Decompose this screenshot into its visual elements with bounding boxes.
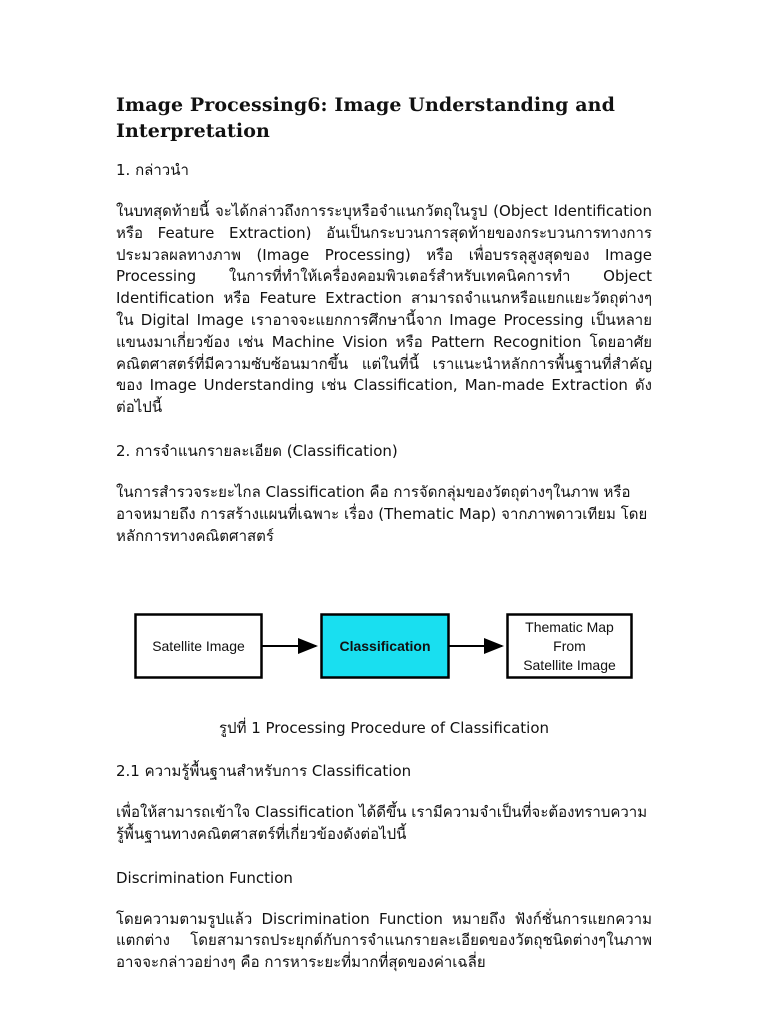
classification-label: Classification [339, 638, 431, 654]
figure-caption: รูปที่ 1 Processing Procedure of Classification [218, 719, 550, 737]
classification-procedure-diagram [134, 612, 634, 682]
section-2-heading: 2. การจำแนกรายละเอียด (Classification) [116, 441, 398, 460]
section-2-paragraph: ในการสำรวจระยะไกล Classification คือ การจัดกลุ่มของวัตถุต่างๆในภาพ หรืออาจหมายถึง การสร้างแผนที่เฉพาะ เรื่อง (Thematic Map) จากภาพดาวเทียม โดยหลักการทางคณิตศาสตร์ [116, 482, 648, 545]
document-page-lower [116, 717, 652, 974]
thematic-map-label-line2: From [553, 638, 586, 654]
document-page [116, 92, 652, 547]
thematic-map-label-line1: Thematic Map [525, 619, 614, 635]
section-2-1-paragraph: เพื่อให้สามารถเข้าใจ Classification ได้ดีขึ้น เรามีความจำเป็นที่จะต้องทราบความรู้พื้นฐานทางคณิตศาสตร์ที่เกี่ยวข้องดังต่อไปนี้ [116, 803, 648, 843]
section-1-paragraph: ในบทสุดท้ายนี้ จะได้กล่าวถึงการระบุหรือจำแนกวัตถุในรูป (Object Identification หรือ Feature Extraction) อันเป็นกระบวนการสุดท้ายของกระบวนการทางการประมวลผลทางภาพ (Image Processing) หรือ เพื่อบรรลุสูงสุดของ Image Processing ในการที่ทำให้เครื่องคอมพิวเตอร์สำหรับเทคนิคการทำ Object Identification หรือ Feature Extraction สามารถจำแนกหรือแยกแยะวัตถุต่างๆ ใน Digital Image เราอาจจะแยกการศึกษานี้จาก Image Processing เป็นหลายแขนงมาเกี่ยวข้อง เช่น Machine Vision หรือ Pattern Recognition โดยอาศัยคณิตศาสตร์ที่มีความซับซ้อนมากขึ้น แต่ในที่นี้ เราแนะนำหลักการพื้นฐานที่สำคัญของ Image Understanding เช่น Classification, Man-made Extraction ดังต่อไปนี้ [116, 202, 652, 417]
section-1-heading: 1. กล่าวนำ [116, 161, 189, 179]
discrimination-function-paragraph: โดยความตามรูปแล้ว Discrimination Function หมายถึง ฟังก์ชั่นการแยกความแตกต่าง โดยสามารถประยุกต์กับการจำแนกรายละเอียดของวัตถุชนิดต่างๆในภาพ อาจจะกล่าวอย่างๆ คือ การหาระยะที่มากที่สุดของค่าเฉลี่ย [116, 909, 652, 972]
discrimination-function-heading: Discrimination Function [116, 868, 293, 887]
satellite-image-label: Satellite Image [152, 638, 245, 654]
document-title: Image Processing6: Image Understanding and Interpretation [116, 94, 615, 142]
thematic-map-label-line3: Satellite Image [523, 657, 616, 673]
section-2-1-heading: 2.1 ความรู้พื้นฐานสำหรับการ Classification [116, 762, 412, 780]
